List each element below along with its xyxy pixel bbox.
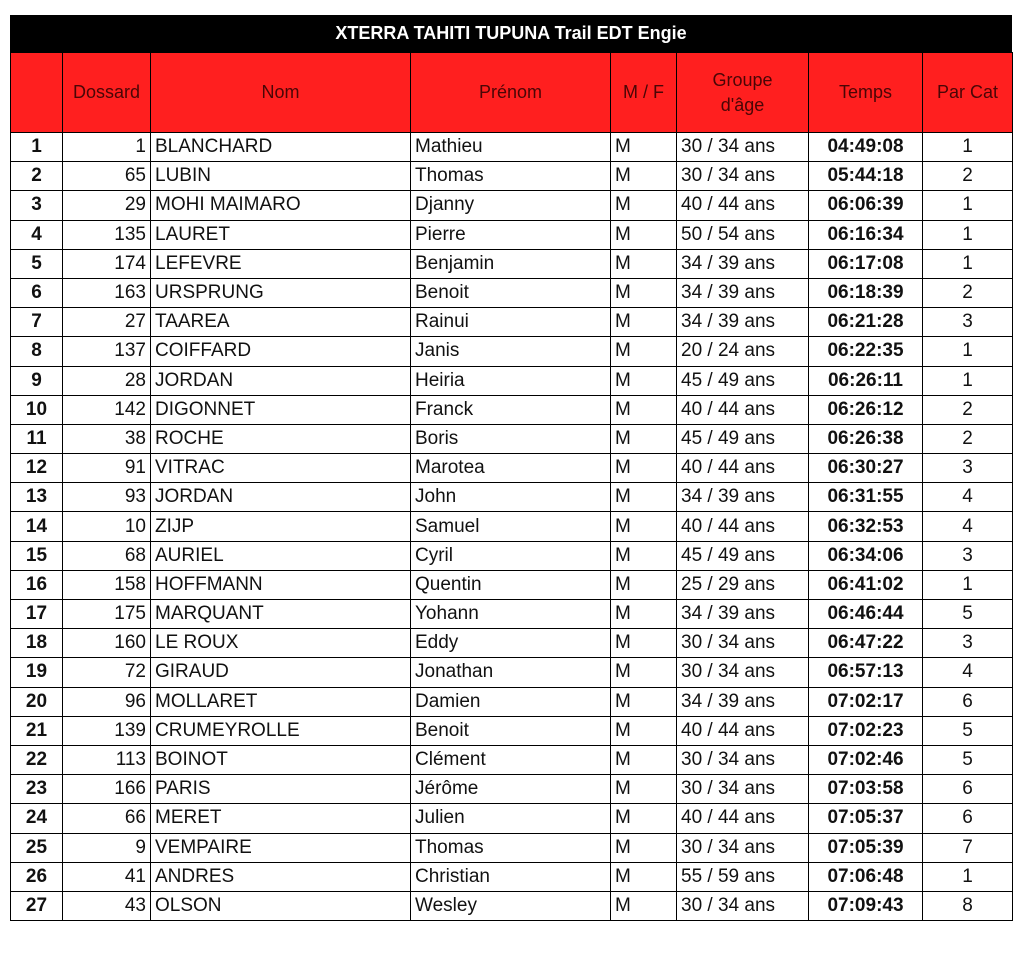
bib-cell: 158 xyxy=(63,570,151,599)
age-group-cell: 40 / 44 ans xyxy=(677,395,809,424)
header-last-name: Nom xyxy=(151,53,411,133)
rank-cell: 16 xyxy=(11,570,63,599)
table-row xyxy=(11,337,1013,366)
last-name-cell: HOFFMANN xyxy=(151,570,411,599)
rank-cell: 1 xyxy=(11,133,63,162)
category-rank-cell: 4 xyxy=(923,512,1013,541)
gender-cell: M xyxy=(611,541,677,570)
gender-cell: M xyxy=(611,600,677,629)
category-rank-cell: 2 xyxy=(923,162,1013,191)
category-rank-cell: 1 xyxy=(923,337,1013,366)
category-rank-cell: 1 xyxy=(923,220,1013,249)
last-name-cell: MOHI MAIMARO xyxy=(151,191,411,220)
last-name-cell: MOLLARET xyxy=(151,687,411,716)
results-table xyxy=(10,52,1013,921)
last-name-cell: DIGONNET xyxy=(151,395,411,424)
last-name-cell: MARQUANT xyxy=(151,600,411,629)
time-cell: 06:18:39 xyxy=(809,278,923,307)
time-cell: 06:32:53 xyxy=(809,512,923,541)
time-cell: 07:09:43 xyxy=(809,891,923,920)
time-cell: 06:57:13 xyxy=(809,658,923,687)
age-group-cell: 30 / 34 ans xyxy=(677,775,809,804)
gender-cell: M xyxy=(611,745,677,774)
rank-cell: 18 xyxy=(11,629,63,658)
age-group-cell: 30 / 34 ans xyxy=(677,891,809,920)
bib-cell: 43 xyxy=(63,891,151,920)
header-gender: M / F xyxy=(611,53,677,133)
age-group-cell: 34 / 39 ans xyxy=(677,249,809,278)
bib-cell: 1 xyxy=(63,133,151,162)
bib-cell: 113 xyxy=(63,745,151,774)
first-name-cell: Thomas xyxy=(411,162,611,191)
age-group-cell: 34 / 39 ans xyxy=(677,483,809,512)
category-rank-cell: 1 xyxy=(923,366,1013,395)
last-name-cell: LAURET xyxy=(151,220,411,249)
last-name-cell: JORDAN xyxy=(151,483,411,512)
age-group-cell: 45 / 49 ans xyxy=(677,366,809,395)
age-group-cell: 55 / 59 ans xyxy=(677,862,809,891)
time-cell: 06:26:38 xyxy=(809,424,923,453)
gender-cell: M xyxy=(611,629,677,658)
time-cell: 06:26:11 xyxy=(809,366,923,395)
time-cell: 07:02:23 xyxy=(809,716,923,745)
first-name-cell: Pierre xyxy=(411,220,611,249)
time-cell: 07:02:46 xyxy=(809,745,923,774)
gender-cell: M xyxy=(611,891,677,920)
gender-cell: M xyxy=(611,220,677,249)
time-cell: 07:05:39 xyxy=(809,833,923,862)
age-group-cell: 50 / 54 ans xyxy=(677,220,809,249)
bib-cell: 68 xyxy=(63,541,151,570)
rank-cell: 8 xyxy=(11,337,63,366)
age-group-cell: 20 / 24 ans xyxy=(677,337,809,366)
header-first-name: Prénom xyxy=(411,53,611,133)
table-row xyxy=(11,133,1013,162)
age-group-cell: 40 / 44 ans xyxy=(677,454,809,483)
first-name-cell: Benjamin xyxy=(411,249,611,278)
category-rank-cell: 1 xyxy=(923,862,1013,891)
category-rank-cell: 3 xyxy=(923,454,1013,483)
bib-cell: 166 xyxy=(63,775,151,804)
first-name-cell: Marotea xyxy=(411,454,611,483)
rank-cell: 19 xyxy=(11,658,63,687)
bib-cell: 38 xyxy=(63,424,151,453)
category-rank-cell: 6 xyxy=(923,687,1013,716)
header-rank xyxy=(11,53,63,133)
age-group-cell: 30 / 34 ans xyxy=(677,745,809,774)
first-name-cell: Quentin xyxy=(411,570,611,599)
first-name-cell: Franck xyxy=(411,395,611,424)
last-name-cell: VITRAC xyxy=(151,454,411,483)
rank-cell: 27 xyxy=(11,891,63,920)
last-name-cell: OLSON xyxy=(151,891,411,920)
table-row xyxy=(11,249,1013,278)
gender-cell: M xyxy=(611,570,677,599)
age-group-cell: 30 / 34 ans xyxy=(677,629,809,658)
category-rank-cell: 8 xyxy=(923,891,1013,920)
time-cell: 07:05:37 xyxy=(809,804,923,833)
gender-cell: M xyxy=(611,658,677,687)
age-group-cell: 30 / 34 ans xyxy=(677,658,809,687)
rank-cell: 11 xyxy=(11,424,63,453)
category-rank-cell: 1 xyxy=(923,133,1013,162)
last-name-cell: LEFEVRE xyxy=(151,249,411,278)
table-row xyxy=(11,570,1013,599)
bib-cell: 41 xyxy=(63,862,151,891)
last-name-cell: BLANCHARD xyxy=(151,133,411,162)
first-name-cell: Rainui xyxy=(411,308,611,337)
header-bib: Dossard xyxy=(63,53,151,133)
rank-cell: 9 xyxy=(11,366,63,395)
rank-cell: 3 xyxy=(11,191,63,220)
first-name-cell: Clément xyxy=(411,745,611,774)
rank-cell: 15 xyxy=(11,541,63,570)
table-row xyxy=(11,483,1013,512)
bib-cell: 175 xyxy=(63,600,151,629)
last-name-cell: MERET xyxy=(151,804,411,833)
category-rank-cell: 5 xyxy=(923,745,1013,774)
last-name-cell: BOINOT xyxy=(151,745,411,774)
table-row xyxy=(11,366,1013,395)
table-row xyxy=(11,891,1013,920)
bib-cell: 65 xyxy=(63,162,151,191)
first-name-cell: Boris xyxy=(411,424,611,453)
time-cell: 06:17:08 xyxy=(809,249,923,278)
table-row xyxy=(11,191,1013,220)
first-name-cell: Julien xyxy=(411,804,611,833)
bib-cell: 93 xyxy=(63,483,151,512)
last-name-cell: ROCHE xyxy=(151,424,411,453)
first-name-cell: Djanny xyxy=(411,191,611,220)
rank-cell: 17 xyxy=(11,600,63,629)
table-row xyxy=(11,424,1013,453)
gender-cell: M xyxy=(611,833,677,862)
bib-cell: 27 xyxy=(63,308,151,337)
first-name-cell: Jonathan xyxy=(411,658,611,687)
table-row xyxy=(11,687,1013,716)
first-name-cell: John xyxy=(411,483,611,512)
rank-cell: 12 xyxy=(11,454,63,483)
table-row xyxy=(11,308,1013,337)
age-group-cell: 45 / 49 ans xyxy=(677,424,809,453)
gender-cell: M xyxy=(611,687,677,716)
bib-cell: 9 xyxy=(63,833,151,862)
last-name-cell: AURIEL xyxy=(151,541,411,570)
last-name-cell: VEMPAIRE xyxy=(151,833,411,862)
first-name-cell: Wesley xyxy=(411,891,611,920)
first-name-cell: Damien xyxy=(411,687,611,716)
gender-cell: M xyxy=(611,775,677,804)
time-cell: 06:22:35 xyxy=(809,337,923,366)
bib-cell: 29 xyxy=(63,191,151,220)
last-name-cell: COIFFARD xyxy=(151,337,411,366)
last-name-cell: ANDRES xyxy=(151,862,411,891)
time-cell: 07:02:17 xyxy=(809,687,923,716)
bib-cell: 28 xyxy=(63,366,151,395)
gender-cell: M xyxy=(611,395,677,424)
table-row xyxy=(11,833,1013,862)
table-row xyxy=(11,541,1013,570)
table-row xyxy=(11,278,1013,307)
first-name-cell: Janis xyxy=(411,337,611,366)
age-group-cell: 45 / 49 ans xyxy=(677,541,809,570)
header-age-group-line2: d'âge xyxy=(720,94,765,115)
gender-cell: M xyxy=(611,512,677,541)
age-group-cell: 34 / 39 ans xyxy=(677,308,809,337)
table-row xyxy=(11,775,1013,804)
age-group-cell: 30 / 34 ans xyxy=(677,133,809,162)
rank-cell: 13 xyxy=(11,483,63,512)
first-name-cell: Cyril xyxy=(411,541,611,570)
table-row xyxy=(11,745,1013,774)
age-group-cell: 40 / 44 ans xyxy=(677,804,809,833)
header-time: Temps xyxy=(809,53,923,133)
table-row xyxy=(11,395,1013,424)
bib-cell: 96 xyxy=(63,687,151,716)
bib-cell: 137 xyxy=(63,337,151,366)
bib-cell: 135 xyxy=(63,220,151,249)
age-group-cell: 30 / 34 ans xyxy=(677,162,809,191)
category-rank-cell: 3 xyxy=(923,541,1013,570)
time-cell: 05:44:18 xyxy=(809,162,923,191)
category-rank-cell: 1 xyxy=(923,570,1013,599)
age-group-cell: 34 / 39 ans xyxy=(677,600,809,629)
time-cell: 04:49:08 xyxy=(809,133,923,162)
time-cell: 06:30:27 xyxy=(809,454,923,483)
first-name-cell: Christian xyxy=(411,862,611,891)
category-rank-cell: 3 xyxy=(923,308,1013,337)
rank-cell: 4 xyxy=(11,220,63,249)
category-rank-cell: 2 xyxy=(923,395,1013,424)
age-group-cell: 40 / 44 ans xyxy=(677,191,809,220)
bib-cell: 72 xyxy=(63,658,151,687)
header-row xyxy=(11,53,1013,133)
header-age-group xyxy=(677,53,809,133)
bib-cell: 66 xyxy=(63,804,151,833)
gender-cell: M xyxy=(611,162,677,191)
age-group-cell: 25 / 29 ans xyxy=(677,570,809,599)
gender-cell: M xyxy=(611,133,677,162)
gender-cell: M xyxy=(611,483,677,512)
age-group-cell: 30 / 34 ans xyxy=(677,833,809,862)
last-name-cell: GIRAUD xyxy=(151,658,411,687)
rank-cell: 24 xyxy=(11,804,63,833)
time-cell: 07:06:48 xyxy=(809,862,923,891)
header-age-group-line1: Groupe xyxy=(712,70,773,91)
table-row xyxy=(11,454,1013,483)
table-row xyxy=(11,512,1013,541)
first-name-cell: Eddy xyxy=(411,629,611,658)
gender-cell: M xyxy=(611,454,677,483)
category-rank-cell: 1 xyxy=(923,191,1013,220)
category-rank-cell: 2 xyxy=(923,424,1013,453)
age-group-cell: 40 / 44 ans xyxy=(677,512,809,541)
category-rank-cell: 6 xyxy=(923,804,1013,833)
gender-cell: M xyxy=(611,191,677,220)
rank-cell: 26 xyxy=(11,862,63,891)
time-cell: 06:46:44 xyxy=(809,600,923,629)
table-row xyxy=(11,716,1013,745)
gender-cell: M xyxy=(611,716,677,745)
rank-cell: 22 xyxy=(11,745,63,774)
gender-cell: M xyxy=(611,337,677,366)
last-name-cell: JORDAN xyxy=(151,366,411,395)
first-name-cell: Benoit xyxy=(411,716,611,745)
rank-cell: 21 xyxy=(11,716,63,745)
table-row xyxy=(11,220,1013,249)
first-name-cell: Jérôme xyxy=(411,775,611,804)
bib-cell: 142 xyxy=(63,395,151,424)
rank-cell: 6 xyxy=(11,278,63,307)
results-body xyxy=(11,133,1013,921)
first-name-cell: Heiria xyxy=(411,366,611,395)
rank-cell: 7 xyxy=(11,308,63,337)
gender-cell: M xyxy=(611,862,677,891)
table-row xyxy=(11,804,1013,833)
table-row xyxy=(11,162,1013,191)
time-cell: 06:34:06 xyxy=(809,541,923,570)
category-rank-cell: 1 xyxy=(923,249,1013,278)
rank-cell: 2 xyxy=(11,162,63,191)
time-cell: 07:03:58 xyxy=(809,775,923,804)
rank-cell: 23 xyxy=(11,775,63,804)
last-name-cell: LUBIN xyxy=(151,162,411,191)
rank-cell: 10 xyxy=(11,395,63,424)
first-name-cell: Thomas xyxy=(411,833,611,862)
rank-cell: 20 xyxy=(11,687,63,716)
time-cell: 06:16:34 xyxy=(809,220,923,249)
last-name-cell: PARIS xyxy=(151,775,411,804)
gender-cell: M xyxy=(611,249,677,278)
category-rank-cell: 2 xyxy=(923,278,1013,307)
bib-cell: 91 xyxy=(63,454,151,483)
bib-cell: 174 xyxy=(63,249,151,278)
time-cell: 06:06:39 xyxy=(809,191,923,220)
last-name-cell: ZIJP xyxy=(151,512,411,541)
results-title: XTERRA TAHITI TUPUNA Trail EDT Engie xyxy=(10,15,1012,52)
table-row xyxy=(11,600,1013,629)
gender-cell: M xyxy=(611,424,677,453)
gender-cell: M xyxy=(611,278,677,307)
time-cell: 06:41:02 xyxy=(809,570,923,599)
bib-cell: 163 xyxy=(63,278,151,307)
time-cell: 06:47:22 xyxy=(809,629,923,658)
bib-cell: 160 xyxy=(63,629,151,658)
time-cell: 06:31:55 xyxy=(809,483,923,512)
category-rank-cell: 6 xyxy=(923,775,1013,804)
first-name-cell: Samuel xyxy=(411,512,611,541)
last-name-cell: LE ROUX xyxy=(151,629,411,658)
age-group-cell: 40 / 44 ans xyxy=(677,716,809,745)
header-category-rank: Par Cat xyxy=(923,53,1013,133)
category-rank-cell: 3 xyxy=(923,629,1013,658)
table-row xyxy=(11,658,1013,687)
last-name-cell: TAAREA xyxy=(151,308,411,337)
first-name-cell: Yohann xyxy=(411,600,611,629)
bib-cell: 139 xyxy=(63,716,151,745)
table-row xyxy=(11,629,1013,658)
last-name-cell: URSPRUNG xyxy=(151,278,411,307)
last-name-cell: CRUMEYROLLE xyxy=(151,716,411,745)
rank-cell: 14 xyxy=(11,512,63,541)
category-rank-cell: 4 xyxy=(923,658,1013,687)
table-row xyxy=(11,862,1013,891)
category-rank-cell: 7 xyxy=(923,833,1013,862)
rank-cell: 5 xyxy=(11,249,63,278)
category-rank-cell: 4 xyxy=(923,483,1013,512)
bib-cell: 10 xyxy=(63,512,151,541)
gender-cell: M xyxy=(611,366,677,395)
category-rank-cell: 5 xyxy=(923,716,1013,745)
gender-cell: M xyxy=(611,308,677,337)
results-sheet xyxy=(10,15,1012,921)
category-rank-cell: 5 xyxy=(923,600,1013,629)
rank-cell: 25 xyxy=(11,833,63,862)
first-name-cell: Benoit xyxy=(411,278,611,307)
age-group-cell: 34 / 39 ans xyxy=(677,278,809,307)
age-group-cell: 34 / 39 ans xyxy=(677,687,809,716)
first-name-cell: Mathieu xyxy=(411,133,611,162)
time-cell: 06:26:12 xyxy=(809,395,923,424)
time-cell: 06:21:28 xyxy=(809,308,923,337)
gender-cell: M xyxy=(611,804,677,833)
